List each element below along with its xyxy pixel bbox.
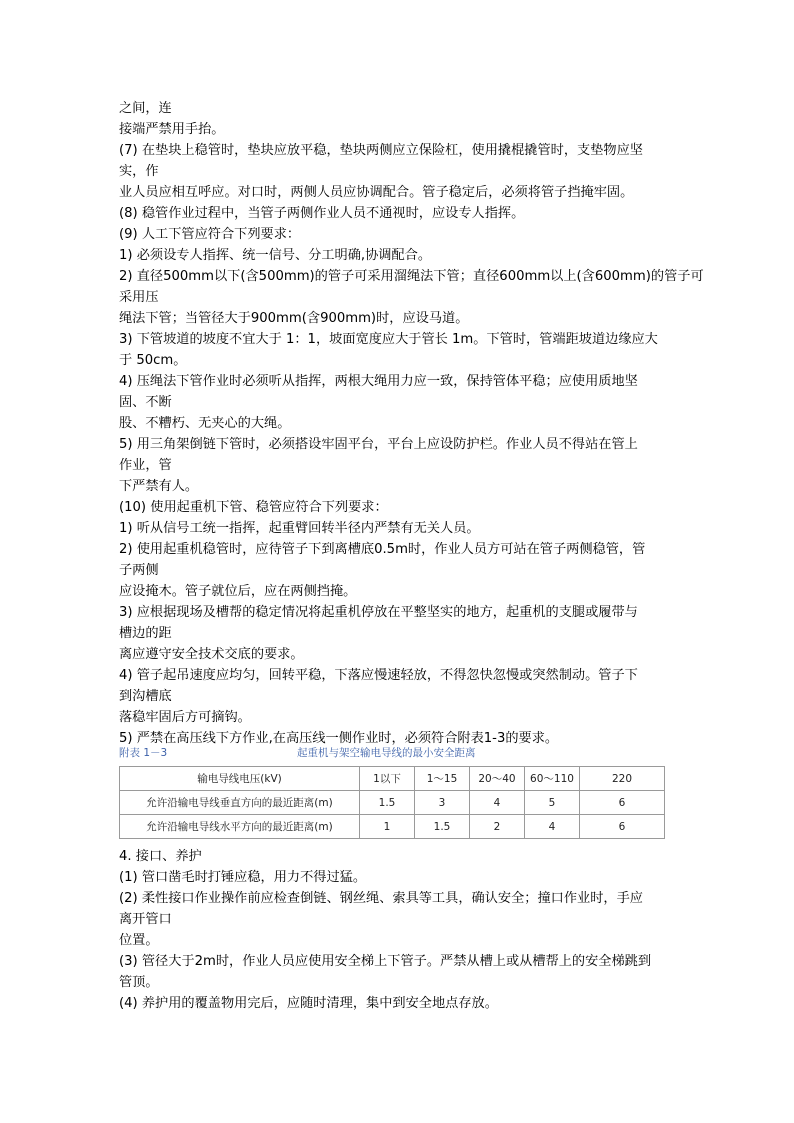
text-line: 接端严禁用手抬。 (119, 122, 225, 137)
table-title: 起重机与架空输电导线的最小安全距离 (297, 747, 476, 759)
text-line: (4) 养护用的覆盖物用完后，应随时清理，集中到安全地点存放。 (119, 996, 498, 1011)
text-line: (9) 人工下管应符合下列要求： (119, 227, 301, 242)
text-line: 3) 应根据现场及槽帮的稳定情况将起重机停放在平整坚实的地方，起重机的支腿或履带与 (119, 605, 638, 620)
text-line: (3) 管径大于2m时，作业人员应使用安全梯上下管子。严禁从槽上或从槽帮上的安全梯跳到 (119, 954, 652, 969)
text-line: 固、不断 (119, 395, 172, 410)
text-line: 股、不糟朽、无夹心的大绳。 (119, 416, 291, 431)
text-line: 作业，管 (119, 458, 172, 473)
text-line: 位置。 (119, 933, 159, 948)
text-line: (2) 柔性接口作业操作前应检查倒链、钢丝绳、索具等工具，确认安全；撞口作业时，手应 (119, 891, 643, 906)
table-cell: 3 (415, 791, 470, 815)
table-header-cell: 20～40 (470, 767, 525, 791)
text-line: (7) 在垫块上稳管时，垫块应放平稳，垫块两侧应立保险杠，使用撬棍撬管时，支垫物应坚 (119, 143, 643, 158)
table-row (120, 815, 665, 839)
text-line: 3) 下管坡道的坡度不宜大于 1：1，坡面宽度应大于管长 1m。下管时，管端距坡道边缘应大 (119, 332, 658, 347)
text-line: 4) 管子起吊速度应均匀，回转平稳，下落应慢速轻放，不得忽快忽慢或突然制动。管子下 (119, 668, 638, 683)
text-line: 到沟槽底 (119, 689, 172, 704)
text-line: (1) 管口凿毛时打锤应稳，用力不得过猛。 (119, 870, 367, 885)
table-header-row (120, 767, 665, 791)
table-cell: 1 (360, 815, 415, 839)
text-line: 落稳牢固后方可摘钩。 (119, 710, 251, 725)
text-line: 子两侧 (119, 563, 159, 578)
text-line: 采用压 (119, 290, 159, 305)
table-cell: 1.5 (415, 815, 470, 839)
text-line: (10) 使用起重机下管、稳管应符合下列要求： (119, 500, 388, 515)
table-header-cell: 输电导线电压(kV) (120, 767, 360, 791)
text-line: (8) 稳管作业过程中，当管子两侧作业人员不通视时，应设专人指挥。 (119, 206, 525, 221)
text-line: 2) 使用起重机稳管时，应待管子下到离槽底0.5m时，作业人员方可站在管子两侧稳管，管 (119, 542, 646, 557)
text-line: 2) 直径500mm以下(含500mm)的管子可采用溜绳法下管；直径600mm以上(含600mm)的管子可 (119, 269, 704, 284)
table-header-cell: 220 (580, 767, 665, 791)
text-line: 离开管口 (119, 912, 172, 927)
safety-distance-table (119, 766, 665, 839)
text-line: 下严禁有人。 (119, 479, 199, 494)
section-heading: 4. 接口、养护 (119, 849, 202, 864)
text-line: 5) 用三角架倒链下管时，必须搭设牢固平台，平台上应设防护栏。作业人员不得站在管上 (119, 437, 638, 452)
table-cell: 1.5 (360, 791, 415, 815)
text-line: 4) 压绳法下管作业时必须听从指挥，两根大绳用力应一致，保持管体平稳；应使用质地坚 (119, 374, 638, 389)
table-number: 附表 1－3 (119, 747, 168, 759)
table-header-cell: 1～15 (415, 767, 470, 791)
text-line: 1) 听从信号工统一指挥，起重臂回转半径内严禁有无关人员。 (119, 521, 480, 536)
table-cell: 允许沿输电导线垂直方向的最近距离(m) (120, 791, 360, 815)
text-line: 5) 严禁在高压线下方作业,在高压线一侧作业时，必须符合附表1-3的要求。 (119, 731, 559, 746)
table-cell: 5 (525, 791, 580, 815)
text-line: 绳法下管；当管径大于900mm(含900mm)时，应设马道。 (119, 311, 469, 326)
text-line: 于 50cm。 (119, 353, 187, 368)
text-line: 1) 必须设专人指挥、统一信号、分工明确,协调配合。 (119, 248, 432, 263)
text-line: 业人员应相互呼应。对口时，两侧人员应协调配合。管子稳定后，必须将管子挡掩牢固。 (119, 185, 634, 200)
table-header-cell: 60～110 (525, 767, 580, 791)
text-line: 应设掩木。管子就位后，应在两侧挡掩。 (119, 584, 357, 599)
table-cell: 2 (470, 815, 525, 839)
text-line: 之间，连 (119, 101, 172, 116)
table-cell: 4 (470, 791, 525, 815)
table-cell: 6 (580, 815, 665, 839)
text-line: 离应遵守安全技术交底的要求。 (119, 647, 304, 662)
table-cell: 4 (525, 815, 580, 839)
text-line: 管顶。 (119, 975, 159, 990)
table-cell: 允许沿输电导线水平方向的最近距离(m) (120, 815, 360, 839)
text-line: 槽边的距 (119, 626, 172, 641)
text-line: 实，作 (119, 164, 159, 179)
table-caption (119, 745, 664, 763)
table-row (120, 791, 665, 815)
table-header-cell: 1以下 (360, 767, 415, 791)
table-cell: 6 (580, 791, 665, 815)
